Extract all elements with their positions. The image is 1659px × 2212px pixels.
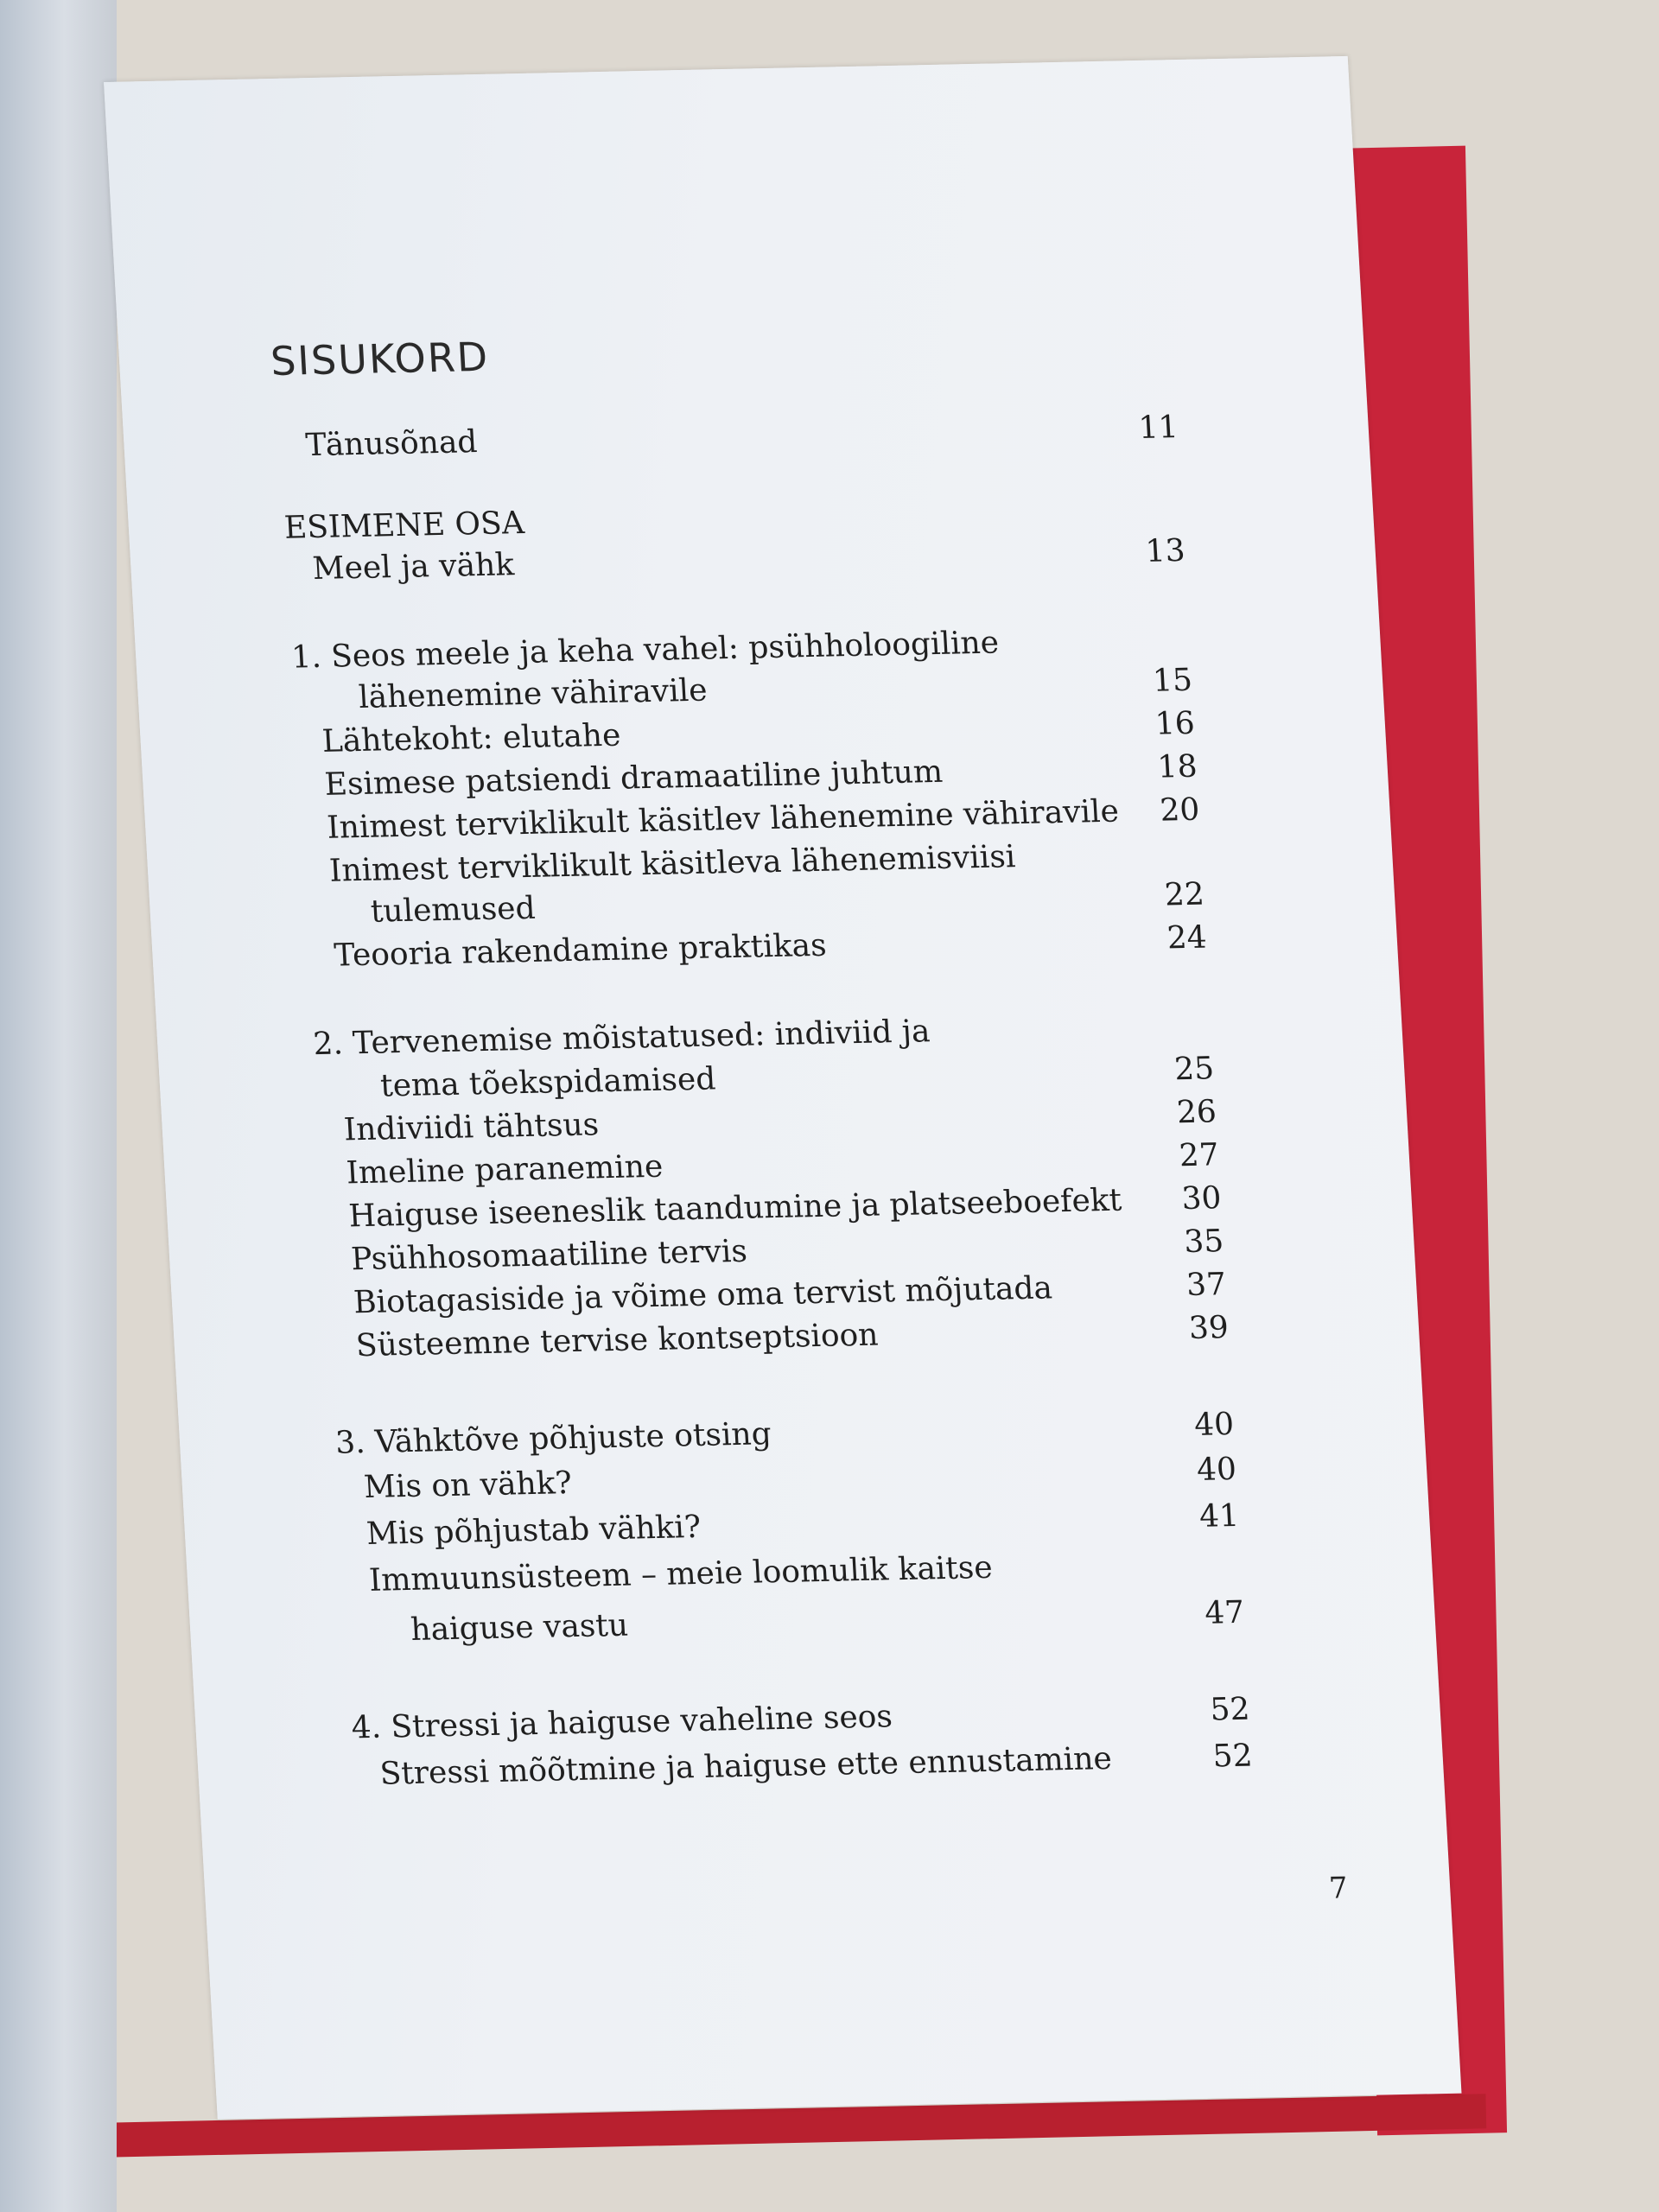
entry-text: Esimese patsiendi dramaatiline juhtum xyxy=(323,753,944,803)
entry-page: 47 xyxy=(1204,1594,1246,1631)
entry-page: 15 xyxy=(1151,662,1194,699)
entry-page: 26 xyxy=(1175,1094,1217,1131)
entry-text: Meel ja vähk xyxy=(311,547,516,588)
entry-text: 1. Seos meele ja keha vahel: psühholoogiline xyxy=(290,625,1001,676)
entry-page: 41 xyxy=(1198,1497,1241,1535)
entry-page: 52 xyxy=(1211,1738,1254,1775)
entry-text: Inimest terviklikult käsitlev lähenemine vähiravile xyxy=(326,793,1120,846)
entry-page xyxy=(1172,1545,1241,1547)
toc-entry xyxy=(124,410,1179,474)
entry-text: Immuunsüsteem – meie loomulik kaitse xyxy=(368,1549,994,1599)
entry-text: Süsteemne tervise kontseptsioon xyxy=(354,1317,880,1364)
entry-text: 3. Vähktõve põhjuste otsing xyxy=(334,1416,772,1461)
entry-text: 4. Stressi ja haiguse vaheline seos xyxy=(350,1699,893,1746)
entry-text: ESIMENE OSA xyxy=(283,505,525,546)
entry-page: 39 xyxy=(1187,1310,1230,1346)
entry-text: Haiguse iseeneslik taandumine ja platseeboefekt xyxy=(347,1182,1123,1235)
entry-text: Lähtekoht: elutahe xyxy=(321,717,622,760)
entry-page: 40 xyxy=(1195,1451,1238,1488)
entry-page: 37 xyxy=(1185,1267,1228,1304)
entry-page: 30 xyxy=(1180,1180,1223,1217)
page-number: 7 xyxy=(1328,1871,1349,1906)
entry-text: haiguse vastu xyxy=(410,1607,630,1648)
book-page xyxy=(104,56,1462,2120)
entry-text: Imeline paranemine xyxy=(345,1148,664,1192)
entry-page: 13 xyxy=(1144,532,1186,569)
entry-page: 25 xyxy=(1173,1051,1216,1088)
previous-page-edge xyxy=(0,0,117,2212)
entry-page: 18 xyxy=(1156,748,1198,785)
entry-text: 2. Tervenemise mõistatused: indiviid ja xyxy=(312,1014,931,1063)
entry-text: lähenemine vähiravile xyxy=(357,672,709,715)
entry-text: Indiviidi tähtsus xyxy=(342,1107,601,1148)
entry-page: 40 xyxy=(1193,1406,1236,1443)
entry-text: Mis on vähk? xyxy=(362,1465,573,1506)
entry-text: tema tõekspidamised xyxy=(379,1061,717,1104)
entry-page xyxy=(1113,492,1182,493)
entry-text: Teooria rakendamine praktikas xyxy=(333,927,828,974)
entry-text: tulemused xyxy=(369,890,537,930)
entry-page: 20 xyxy=(1159,791,1201,829)
entry-text: Stressi mõõtmine ja haiguse ette ennustamine xyxy=(378,1741,1113,1792)
entry-page: 27 xyxy=(1178,1137,1220,1174)
entry-page: 22 xyxy=(1163,876,1205,913)
entry-text: Psühhosomaatiline tervis xyxy=(350,1233,748,1278)
entry-page: 35 xyxy=(1183,1224,1225,1261)
entry-page xyxy=(1141,1007,1211,1009)
entry-text: Biotagasiside ja võime oma tervist mõjutada xyxy=(353,1270,1054,1321)
entry-page: 11 xyxy=(1137,410,1179,446)
entry-page: 24 xyxy=(1166,919,1208,957)
page-title: SISUKORD xyxy=(269,333,491,385)
entry-text: Mis põhjustab vähki? xyxy=(365,1509,702,1552)
entry-page: 16 xyxy=(1154,705,1196,742)
entry-text: Inimest terviklikult käsitleva lähenemisviisi xyxy=(328,839,1017,889)
entry-page: 52 xyxy=(1209,1691,1251,1728)
entry-text: Tänusõnad xyxy=(304,424,479,464)
entry-page xyxy=(1120,621,1189,623)
